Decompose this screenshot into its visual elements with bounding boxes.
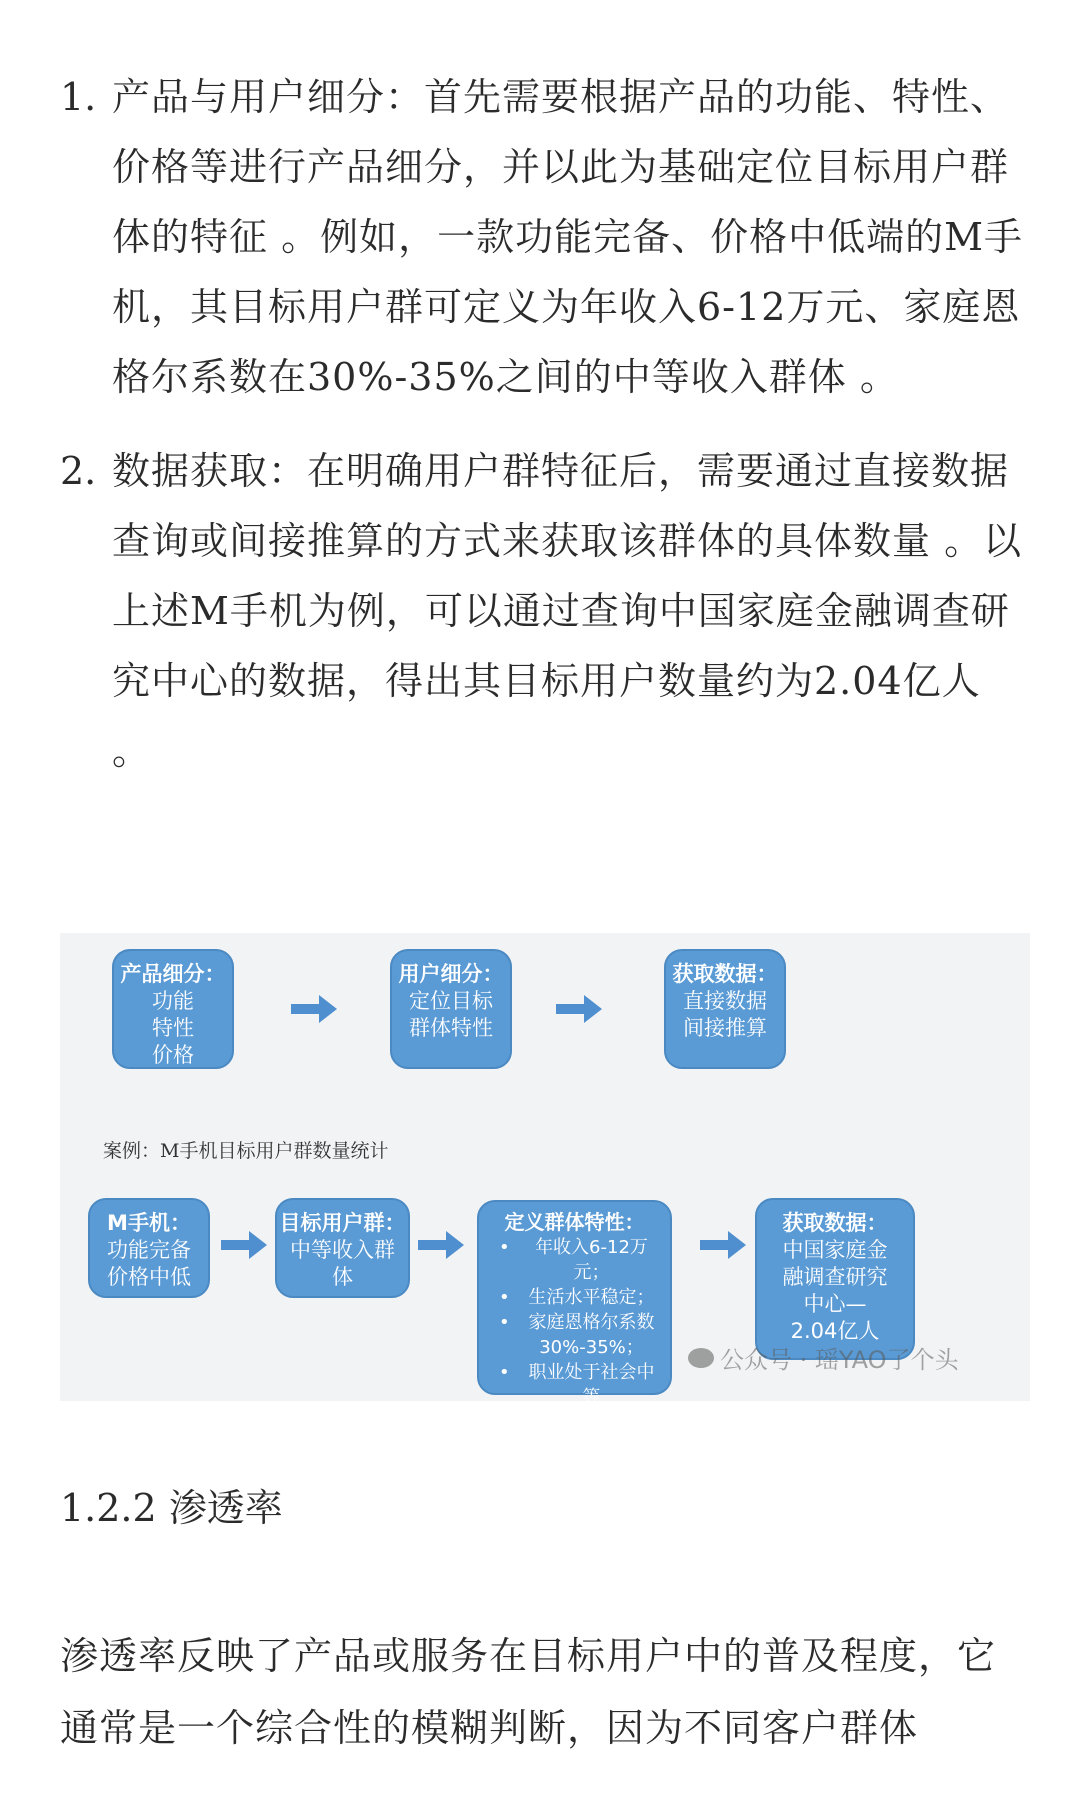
box-m-phone (88, 1198, 210, 1298)
trait-item: • 年收入6-12万元； (499, 1235, 660, 1285)
list-text: 产品与用户细分：首先需要根据产品的功能、特性、价格等进行产品细分，并以此为基础定位目标用户群体的特征 。例如，一款功能完备、价格中低端的M手机，其目标用户群可定义为年收入6-12万元、家庭恩格尔系数在30%-35%之间的中等收入群体 。 (112, 75, 1023, 399)
watermark (688, 1340, 959, 1375)
box-line: 定位目标 (409, 989, 493, 1013)
box-line: 中国家庭金 (782, 1238, 888, 1262)
list-item (60, 62, 1025, 412)
box-target-users (275, 1198, 410, 1298)
list-item (60, 436, 1025, 786)
box-title: 产品细分： (120, 962, 226, 986)
body-paragraph: 渗透率反映了产品或服务在目标用户中的普及程度，它通常是一个综合性的模糊判断，因为不同客户群体 (60, 1634, 997, 1750)
box-title: 目标用户群： (279, 1211, 406, 1235)
box-line: 体 (332, 1265, 353, 1289)
box-title: 用户细分： (398, 962, 504, 986)
trait-item: • 家庭恩格尔系数30%-35%； (499, 1310, 660, 1360)
trait-list (479, 1235, 670, 1410)
watermark-text: 公众号 · 瑶YAO了个头 (720, 1346, 959, 1374)
flow-diagram-figure (60, 933, 1030, 1408)
trait-item: • 生活水平稳定； (499, 1285, 660, 1310)
arrow-right-icon (221, 1231, 267, 1259)
wechat-icon (688, 1348, 714, 1368)
box-line: 中等收入群 (290, 1238, 395, 1262)
arrow-right-icon (291, 995, 337, 1023)
case-label: 案例：M手机目标用户群数量统计 (103, 1140, 389, 1162)
box-line: 价格 (152, 1043, 194, 1067)
box-line: 2.04亿人 (790, 1319, 880, 1343)
box-define-traits (477, 1200, 672, 1408)
list-number: 2. (60, 449, 97, 493)
arrow-right-icon (700, 1231, 746, 1259)
box-title: 获取数据： (782, 1211, 888, 1235)
box-user-segmentation (390, 949, 512, 1069)
box-line: 功能完备 (107, 1238, 191, 1262)
list-number: 1. (60, 75, 97, 119)
box-title: 获取数据： (672, 962, 778, 986)
numbered-list (60, 62, 1025, 810)
box-line: 群体特性 (409, 1016, 493, 1040)
box-line: 间接推算 (683, 1016, 767, 1040)
box-title: M手机： (107, 1211, 191, 1235)
box-data-acquisition (664, 949, 786, 1069)
box-line: 直接数据 (683, 989, 767, 1013)
box-title: 定义群体特性： (504, 1210, 645, 1234)
trait-item: • 职业处于社会中等 (499, 1360, 660, 1410)
arrow-right-icon (418, 1231, 464, 1259)
section-heading: 1.2.2 渗透率 (60, 1486, 283, 1530)
box-product-segmentation (112, 949, 234, 1069)
box-line: 融调查研究 (782, 1265, 888, 1289)
box-get-data (755, 1198, 915, 1360)
box-line: 价格中低 (107, 1265, 191, 1289)
box-line: 功能 (152, 989, 194, 1013)
box-line: 中心— (803, 1292, 867, 1316)
arrow-right-icon (556, 995, 602, 1023)
list-text: 数据获取：在明确用户群特征后，需要通过直接数据查询或间接推算的方式来获取该群体的具体数量 。以上述M手机为例，可以通过查询中国家庭金融调查研究中心的数据，得出其目标用户数量约为2.04亿人 。 (112, 449, 1023, 773)
box-line: 特性 (152, 1016, 194, 1040)
